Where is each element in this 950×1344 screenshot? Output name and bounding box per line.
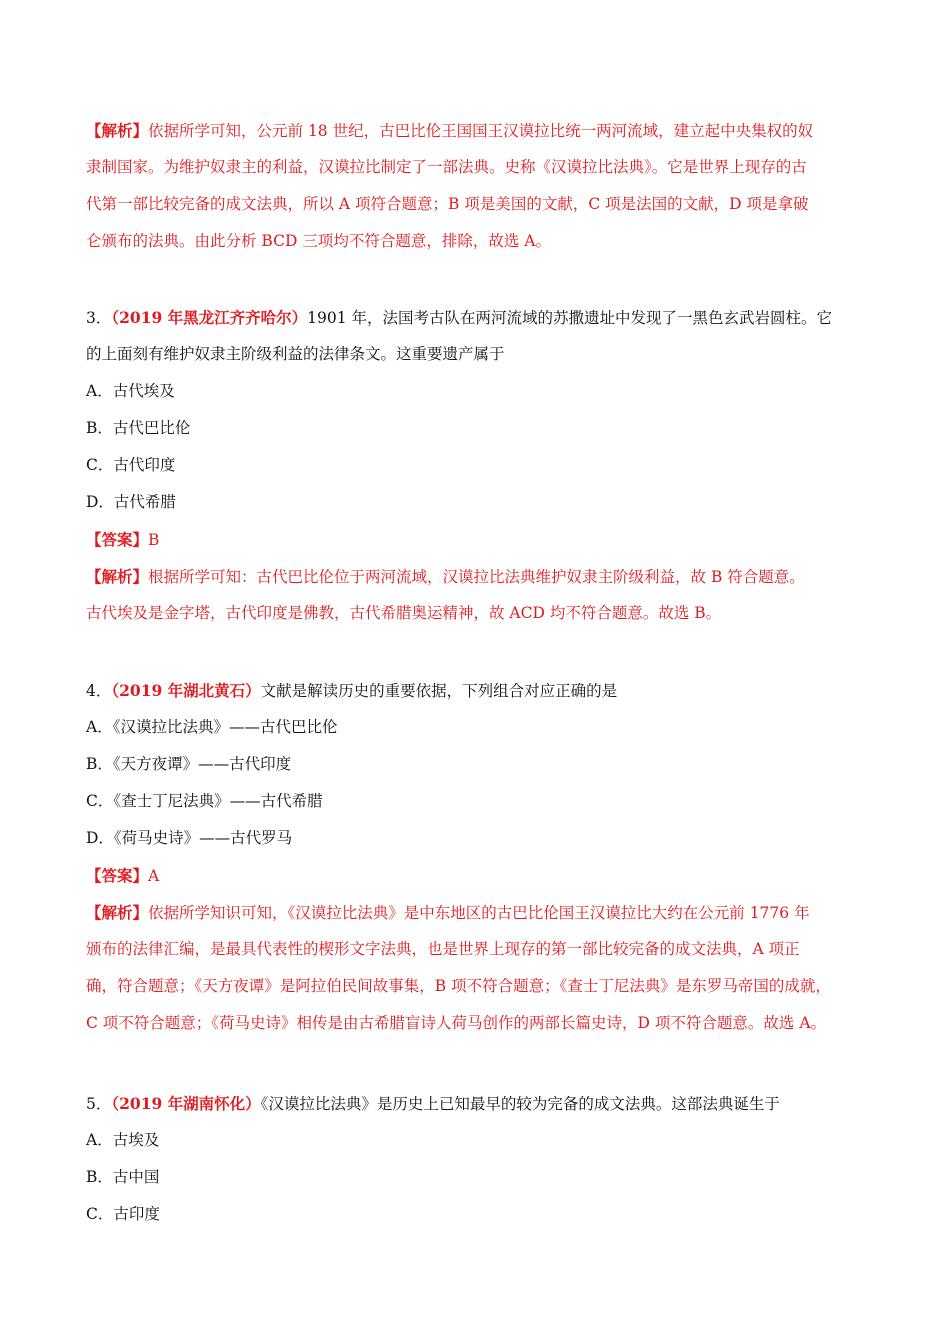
analysis-line: 仑颁布的法典。由此分析 BCD 三项均不符合题意，排除，故选 A。 (86, 232, 551, 250)
question-source: （2019 年湖南怀化） (111, 1094, 261, 1113)
analysis-line: 古代埃及是金字塔，古代印度是佛教，古代希腊奥运精神，故 ACD 均不符合题意。故选 B。 (86, 604, 722, 622)
option-a: A．古埃及 (86, 1131, 160, 1149)
question-5 (86, 1085, 866, 1233)
question-4 (86, 672, 866, 1042)
answer-tag: 【答案】 (86, 530, 149, 549)
answer-value: B (148, 531, 160, 549)
stem-text: 文献是解读历史的重要依据，下列组合对应正确的是 (260, 682, 618, 700)
analysis-line: C 项不符合题意；《荷马史诗》相传是由古希腊盲诗人荷马创作的两部长篇史诗，D 项不符合题意。故选 A。 (86, 1014, 827, 1032)
analysis-line (86, 112, 866, 149)
option-c: C．古印度 (86, 1205, 160, 1223)
option-c: C．《查士丁尼法典》——古代希腊 (86, 792, 323, 810)
analysis-line: 代第一部比较完备的成文法典，所以 A 项符合题意；B 项是美国的文献，C 项是法国的文献，D 项是拿破 (86, 195, 809, 213)
question-stem (86, 1085, 866, 1122)
question-number: 4． (86, 682, 112, 700)
option-b: B．古中国 (86, 1168, 160, 1186)
analysis-tag: 【解析】 (86, 567, 149, 586)
stem-text: 《汉谟拉比法典》是历史上已知最早的较为完备的成文法典。这部法典诞生于 (260, 1095, 780, 1113)
answer-line (86, 857, 866, 894)
analysis-line (86, 894, 866, 931)
q2-analysis (86, 112, 866, 260)
analysis-text: 依据所学可知，公元前 18 世纪，古巴比伦王国国王汉谟拉比统一两河流域，建立起中央集权的奴 (148, 122, 814, 140)
option-a: A．古代埃及 (86, 382, 175, 400)
analysis-line: 颁布的法律汇编，是最具代表性的楔形文字法典，也是世界上现存的第一部比较完备的成文法典，A 项正 (86, 940, 800, 958)
analysis-tag: 【解析】 (86, 121, 149, 140)
analysis-text: 根据所学可知：古代巴比伦位于两河流域，汉谟拉比法典维护奴隶主阶级利益，故 B 符合题意。 (148, 568, 805, 586)
question-stem-continued: 的上面刻有维护奴隶主阶级利益的法律条文。这重要遗产属于 (86, 345, 505, 363)
analysis-text: 依据所学知识可知，《汉谟拉比法典》是中东地区的古巴比伦国王汉谟拉比大约在公元前 1776 年 (148, 904, 810, 922)
option-d: D．古代希腊 (86, 493, 176, 511)
analysis-line: 确，符合题意；《天方夜谭》是阿拉伯民间故事集，B 项不符合题意；《查士丁尼法典》是东罗马帝国的成就， (86, 977, 831, 995)
option-c: C．古代印度 (86, 456, 176, 474)
option-b: B．古代巴比伦 (86, 419, 191, 437)
option-d: D．《荷马史诗》——古代罗马 (86, 829, 293, 847)
question-source: （2019 年黑龙江齐齐哈尔） (111, 308, 308, 327)
question-source: （2019 年湖北黄石） (111, 681, 261, 700)
question-number: 5． (86, 1095, 112, 1113)
analysis-tag: 【解析】 (86, 903, 149, 922)
option-b: B．《天方夜谭》——古代印度 (86, 755, 292, 773)
question-number: 3． (86, 309, 112, 327)
question-3 (86, 299, 866, 632)
answer-value: A (148, 867, 160, 885)
stem-text: 1901 年，法国考古队在两河流域的苏撒遗址中发现了一黑色玄武岩圆柱。它 (307, 309, 833, 327)
question-stem (86, 299, 866, 336)
answer-tag: 【答案】 (86, 866, 149, 885)
answer-line (86, 521, 866, 558)
analysis-line (86, 558, 866, 595)
question-stem (86, 672, 866, 709)
option-a: A．《汉谟拉比法典》——古代巴比伦 (86, 718, 338, 736)
analysis-line: 隶制国家。为维护奴隶主的利益，汉谟拉比制定了一部法典。史称《汉谟拉比法典》。它是世界上现存的古 (86, 158, 807, 176)
